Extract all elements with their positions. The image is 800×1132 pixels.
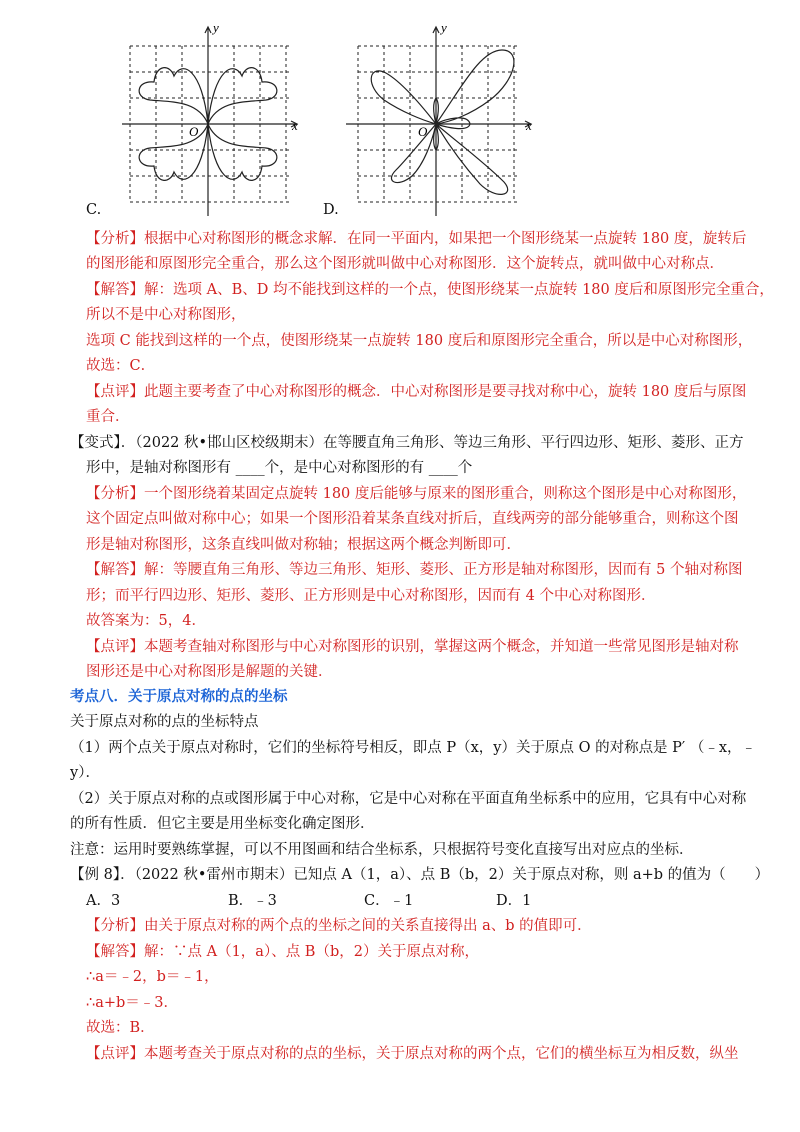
section8-p2-line2: 的所有性质．但它主要是用坐标变化确定图形． [70, 816, 375, 832]
ex7-comment-line1: 【点评】此题主要考查了中心对称图形的概念．中心对称图形是要寻找对称中心，旋转 180 度后与原图 [86, 384, 747, 400]
figure-c-origin: O [189, 124, 199, 139]
ex8-option-b: B．﹣3 [228, 893, 277, 909]
figure-d-butterfly [340, 20, 545, 220]
section8-note: 注意：运用时要熟练掌握，可以不用图画和结合坐标系，只根据符号变化直接写出对应点的坐标． [70, 842, 694, 858]
ex8-answer-line3: ∴a+b＝﹣3． [86, 995, 179, 1011]
figure-c-axis-x: x [292, 118, 298, 133]
ex8-option-c: C．﹣1 [364, 893, 414, 909]
option-c-label: C. [86, 202, 102, 218]
ex8-answer-line1: 【解答】解：∵点 A（1，a）、点 B（b，2）关于原点对称， [86, 944, 479, 960]
figure-c-clover [120, 20, 310, 220]
ex8-analysis: 【分析】由关于原点对称的两个点的坐标之间的关系直接得出 a、b 的值即可． [86, 918, 592, 934]
variant-analysis-line3: 形是轴对称图形，这条直线叫做对称轴；根据这两个概念判断即可． [86, 537, 521, 553]
ex8-answer-line4: 故选：B． [86, 1020, 155, 1036]
variant-analysis-line1: 【分析】一个图形绕着某固定点旋转 180 度后能够与原来的图形重合，则称这个图形是中心对称图形， [86, 486, 747, 502]
section8-p2-line1: （2）关于原点对称的点或图形属于中心对称，它是中心对称在平面直角坐标系中的应用，它具有中心对称 [70, 791, 747, 807]
ex7-analysis-line2: 的图形能和原图形完全重合，那么这个图形就叫做中心对称图形．这个旋转点，就叫做中心对称点． [86, 256, 724, 272]
section8-p1-line1: （1）两个点关于原点对称时，它们的坐标符号相反，即点 P（x，y）关于原点 O 的对称点是 P′ （﹣x，﹣ [70, 740, 757, 756]
variant-question-line2: 形中，是轴对称图形有 ____个，是中心对称图形的有 ____个 [86, 460, 473, 476]
ex7-answer-line2: 所以不是中心对称图形， [86, 307, 246, 323]
figure-d-origin: O [418, 124, 428, 139]
ex8-option-a: A．3 [86, 893, 121, 909]
ex8-answer-line2: ∴a＝﹣2，b＝﹣1， [86, 969, 219, 985]
section8-intro: 关于原点对称的点的坐标特点 [70, 714, 259, 730]
ex8-option-d: D．1 [496, 893, 532, 909]
ex7-answer-line3: 选项 C 能找到这样的一个点，使图形绕某一点旋转 180 度后和原图形完全重合，所以是中心对称图形， [86, 333, 753, 349]
ex7-comment-line2: 重合． [86, 409, 130, 425]
figure-d-axis-x: x [526, 118, 532, 133]
variant-answer-line2: 形；而平行四边形、矩形、菱形、正方形则是中心对称图形，因而有 4 个中心对称图形． [86, 588, 656, 604]
option-d-label: D. [323, 202, 339, 218]
ex7-analysis-line1: 【分析】根据中心对称图形的概念求解．在同一平面内，如果把一个图形绕某一点旋转 180 度，旋转后 [86, 231, 747, 247]
ex8-question: 【例 8】．（2022 秋•雷州市期末）已知点 A（1，a）、点 B（b，2）关于原点对称，则 a+b 的值为（ ） [70, 867, 770, 883]
ex8-comment: 【点评】本题考查关于原点对称的点的坐标，关于原点对称的两个点，它们的横坐标互为相反数，纵坐 [86, 1046, 739, 1062]
variant-comment-line2: 图形还是中心对称图形是解题的关键． [86, 664, 333, 680]
ex7-answer-line4: 故选：C． [86, 358, 156, 374]
variant-comment-line1: 【点评】本题考查轴对称图形与中心对称图形的识别，掌握这两个概念，并知道一些常见图形是轴对称 [86, 639, 739, 655]
figure-c-axis-y: y [213, 20, 219, 35]
variant-answer-line3: 故答案为：5，4． [86, 613, 206, 629]
section8-p1-line2: y）． [70, 765, 100, 781]
ex7-answer-line1: 【解答】解：选项 A、B、D 均不能找到这样的一个点，使图形绕某一点旋转 180 度后和原图形完全重合， [86, 282, 774, 298]
variant-analysis-line2: 这个固定点叫做对称中心；如果一个图形沿着某条直线对折后，直线两旁的部分能够重合，则称这个图 [86, 511, 739, 527]
figure-d-axis-y: y [441, 20, 447, 35]
variant-answer-line1: 【解答】解：等腰直角三角形、等边三角形、矩形、菱形、正方形是轴对称图形，因而有 5 个轴对称图 [86, 562, 743, 578]
section8-heading: 考点八．关于原点对称的点的坐标 [70, 688, 288, 705]
variant-question-line1: 【变式】．（2022 秋•邯山区校级期末）在等腰直角三角形、等边三角形、平行四边形、矩形、菱形、正方 [70, 435, 744, 451]
